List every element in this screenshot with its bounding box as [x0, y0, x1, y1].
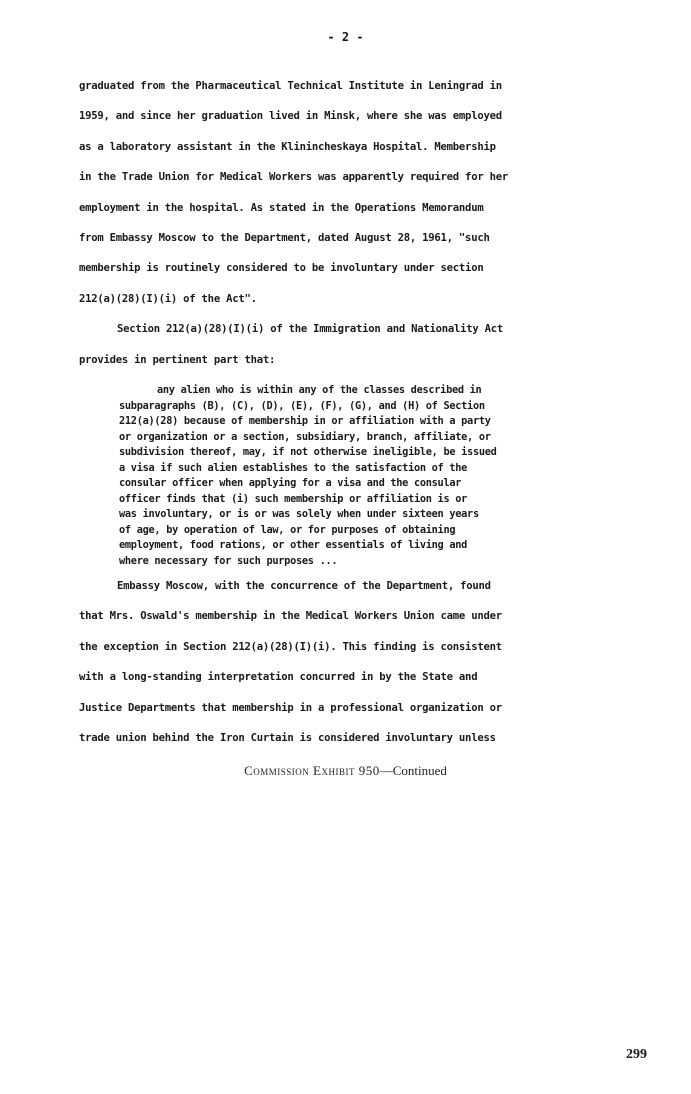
text-line: trade union behind the Iron Curtain is considered involuntary unless — [79, 731, 496, 744]
quote-line: subdivision thereof, may, if not otherwise ineligible, be issued — [119, 446, 497, 458]
statute-quote — [119, 383, 609, 569]
paragraph-2 — [79, 319, 619, 380]
text-line: Justice Departments that membership in a professional organization or — [79, 701, 502, 714]
quote-line: a visa if such alien establishes to the satisfaction of the — [119, 461, 468, 474]
exhibit-suffix: —Continued — [379, 763, 447, 778]
page-number: 299 — [626, 1047, 647, 1062]
text-line: the exception in Section 212(a)(28)(I)(i). This finding is consistent — [79, 640, 502, 653]
text-line: with a long-standing interpretation concurred in by the State and — [79, 671, 478, 684]
page-marker: - 2 - — [327, 30, 364, 44]
text-line: Section 212(a)(28)(I)(i) of the Immigration and Nationality Act — [117, 323, 504, 336]
text-line: graduated from the Pharmaceutical Technical Institute in Leningrad in — [79, 80, 502, 92]
text-line: 1959, and since her graduation lived in Minsk, where she was employed — [79, 110, 502, 123]
text-line: in the Trade Union for Medical Workers was apparently required for her — [79, 171, 508, 184]
quote-line: subparagraphs (B), (C), (D), (E), (F), (G), and (H) of Section — [119, 399, 485, 412]
quote-line: was involuntary, or is or was solely when under sixteen years — [119, 508, 479, 520]
text-line: 212(a)(28)(I)(i) of the Act". — [79, 292, 257, 305]
quote-line: or organization or a section, subsidiary, branch, affiliate, or — [119, 430, 491, 443]
text-line: membership is routinely considered to be involuntary under section — [79, 262, 484, 275]
text-line: provides in pertinent part that: — [79, 353, 276, 366]
quote-line: officer finds that (i) such membership or affiliation is or — [119, 492, 468, 505]
quote-line: 212(a)(28) because of membership in or affiliation with a party — [119, 415, 491, 427]
quote-line: where necessary for such purposes ... — [119, 554, 338, 567]
quote-line: any alien who is within any of the classes described in — [157, 384, 482, 396]
text-line: employment in the hospital. As stated in the Operations Memorandum — [79, 201, 484, 214]
quote-line: consular officer when applying for a visa and the consular — [119, 477, 462, 489]
text-line: from Embassy Moscow to the Department, dated August 28, 1961, "such — [79, 231, 490, 244]
body-paragraphs — [79, 76, 619, 380]
text-line: that Mrs. Oswald's membership in the Medical Workers Union came under — [79, 610, 502, 623]
paragraph-3 — [79, 576, 619, 758]
quote-line: employment, food rations, or other essentials of living and — [119, 539, 468, 551]
text-line: as a laboratory assistant in the Klinincheskaya Hospital. Membership — [79, 140, 496, 153]
paragraph-1 — [79, 76, 619, 319]
quote-line: of age, by operation of law, or for purposes of obtaining — [119, 523, 456, 536]
exhibit-label: Commission Exhibit 950 — [244, 763, 380, 778]
exhibit-caption — [0, 763, 691, 779]
text-line: Embassy Moscow, with the concurrence of the Department, found — [117, 580, 491, 592]
